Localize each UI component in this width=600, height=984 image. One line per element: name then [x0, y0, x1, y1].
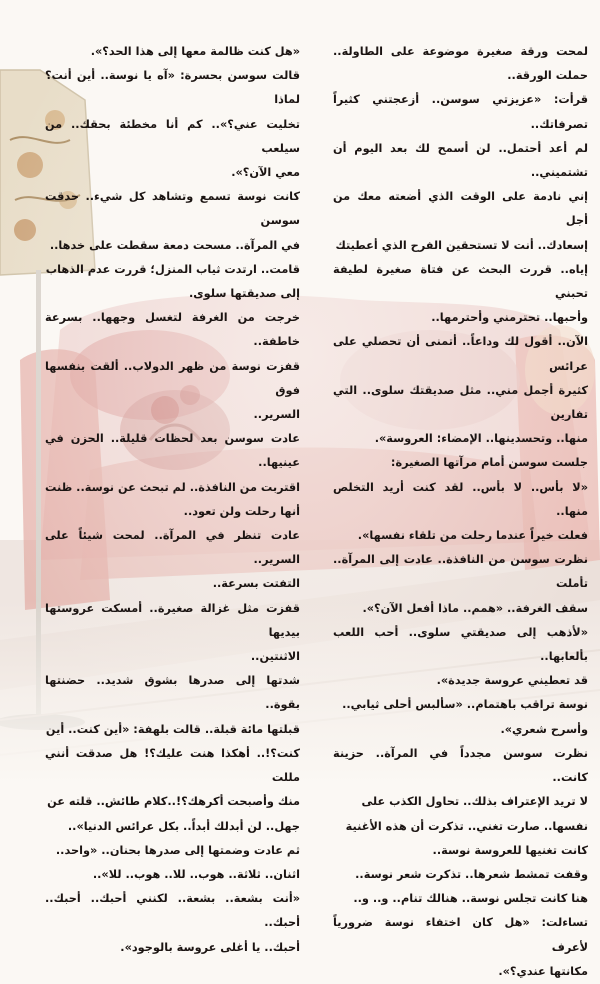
- paragraph-line: عادت سوسن بعد لحظات قليلة.. الحزن في عينيها..: [45, 432, 300, 470]
- paragraph-line: وقفت تمشط شعرها.. تذكرت شعر نوسة..: [355, 867, 588, 881]
- paragraph-line: أحبك.. يا أغلى عروسة بالوجود».: [120, 940, 300, 954]
- paragraph-line: وأسرح شعري».: [500, 722, 588, 736]
- paragraph-line: كنت؟!.. أهكذا هنت عليك؟! هل صدقت أنني مللت: [45, 746, 300, 785]
- paragraph-line: الآن.. أقول لك وداعاً.. أتمنى أن تحصلي على عرائس: [333, 335, 588, 373]
- paragraph-line: لم أعد أحتمل.. لن أسمح لك بعد اليوم أن تشتميني..: [333, 141, 588, 180]
- paragraph-line: قرأت: «عزيزتي سوسن.. أزعجتني كثيراً تصرفاتك..: [333, 93, 588, 131]
- paragraph-line: نظرت سوسن من النافذة.. عادت إلى المرآة.. تأملت: [333, 553, 588, 591]
- paragraph-line: قفزت مثل غزالة صغيرة.. أمسكت عروستها بيديها: [45, 601, 300, 639]
- paragraph-line: إلى صديقتها سلوى.: [189, 287, 300, 301]
- paragraph-line: مكانتها عندي؟».: [498, 964, 588, 978]
- paragraph-line: التفتت بسرعة..: [212, 577, 300, 591]
- paragraph-line: إياه.. قررت البحث عن فتاة صغيرة لطيفة تحبني: [333, 262, 588, 301]
- paragraph-line: عادت تنظر في المرآة.. لمحت شيئاً على السرير..: [45, 529, 300, 567]
- paragraph-line: سقف الغرفة.. «همم.. ماذا أفعل الآن؟».: [362, 601, 588, 615]
- paragraph-line: قفزت نوسة من ظهر الدولاب.. ألقت بنفسها فوق: [45, 359, 300, 397]
- text-column-left: [45, 40, 300, 960]
- paragraph-line: في المرآة.. مسحت دمعة سقطت على خدها..: [49, 238, 300, 252]
- paragraph-line: لا تريد الإعتراف بذلك.. تحاول الكذب على: [361, 795, 588, 809]
- paragraph-line: معي الآن؟».: [231, 166, 300, 180]
- paragraph-line: إني نادمة على الوقت الذي أضعته معك من أجل: [333, 190, 588, 228]
- paragraph-line: لمحت ورقة صغيرة موضوعة على الطاولة.. حملت الورقة..: [333, 45, 588, 83]
- paragraph-line: اثنان.. ثلاثة.. هوب.. للا.. هوب.. للا»..: [92, 867, 300, 881]
- paragraph-line: نفسها.. صارت تغني.. تذكرت أن هذه الأغنية: [345, 819, 588, 833]
- paragraph-line: فعلت خيراً عندما رحلت من تلقاء نفسها».: [357, 529, 588, 543]
- paragraph-line: قالت سوسن بحسرة: «آه يا نوسة.. أين أنت؟ لماذا: [45, 69, 300, 107]
- paragraph-line: إسعادك.. أنت لا تستحقين الفرح الذي أعطيتك: [335, 238, 588, 252]
- paragraph-line: كانت نوسة تسمع وتشاهد كل شيء.. حدقت سوسن: [45, 190, 300, 228]
- paragraph-line: تخليت عني؟».. كم أنا مخطئة بحقك.. من سيلعب: [45, 117, 300, 155]
- paragraph-line: الاثنتين..: [250, 650, 300, 664]
- paragraph-line: منك وأصبحت أكرهك؟!..كلام طائش.. قلته عن: [47, 795, 300, 809]
- paragraph-line: نوسة تراقب باهتمام.. «سألبس أحلى ثيابي..: [342, 698, 588, 712]
- paragraph-line: «لا بأس.. لا بأس.. لقد كنت أريد التخلص منها..: [333, 480, 588, 518]
- paragraph-line: أنها رحلت ولن تعود..: [183, 504, 300, 518]
- paragraph-line: كثيرة أجمل مني.. مثل صديقتك سلوى.. التي تفارين: [333, 383, 588, 422]
- text-column-right: [333, 40, 588, 984]
- paragraph-line: «لأذهب إلى صديقتي سلوى.. أحب اللعب بألعابها..: [333, 625, 588, 664]
- paragraph-line: منها.. وتحسدينها.. الإمضاء: العروسة».: [374, 432, 588, 446]
- paragraph-line: قبلتها مائة قبلة.. قالت بلهفة: «أين كنت.. أين: [45, 722, 300, 736]
- paragraph-line: كانت تغنيها للعروسة نوسة..: [432, 843, 588, 857]
- paragraph-line: جلست سوسن أمام مرآتها الصغيرة:: [390, 456, 588, 470]
- paragraph-line: جهل.. لن أبدلك أبداً.. بكل عرائس الدنيا»..: [67, 819, 300, 833]
- paragraph-line: «هل كنت ظالمة معها إلى هذا الحد؟».: [90, 45, 300, 58]
- paragraph-line: تساءلت: «هل كان اختفاء نوسة ضرورياً لأعرف: [333, 916, 588, 954]
- paragraph-line: السرير..: [253, 408, 300, 422]
- paragraph-line: «أنت بشعة.. بشعة.. لكنني أحبك.. أحبك.. أحبك..: [45, 892, 300, 930]
- paragraph-line: خرجت من الغرفة لتغسل وجهها.. بسرعة خاطفة..: [45, 311, 300, 349]
- paragraph-line: وأحبها.. تحترمني وأحترمها..: [431, 311, 588, 325]
- paragraph-line: ثم عادت وضمتها إلى صدرها بحنان.. «واحد..: [55, 843, 300, 857]
- paragraph-line: شدتها إلى صدرها بشوق شديد.. حضنتها بقوة..: [45, 674, 300, 712]
- paragraph-line: قد تعطيني عروسة جديدة».: [436, 674, 588, 688]
- paragraph-line: قامت.. ارتدت ثياب المنزل؛ قررت عدم الذهاب: [45, 262, 300, 276]
- paragraph-line: هنا كانت تجلس نوسة.. هنالك تنام.. و.. و..: [353, 892, 588, 906]
- paragraph-line: نظرت سوسن مجدداً في المرآة.. حزينة كانت..: [333, 746, 588, 785]
- paragraph-line: اقتربت من النافذة.. لم تبحث عن نوسة.. ظنت: [45, 480, 300, 494]
